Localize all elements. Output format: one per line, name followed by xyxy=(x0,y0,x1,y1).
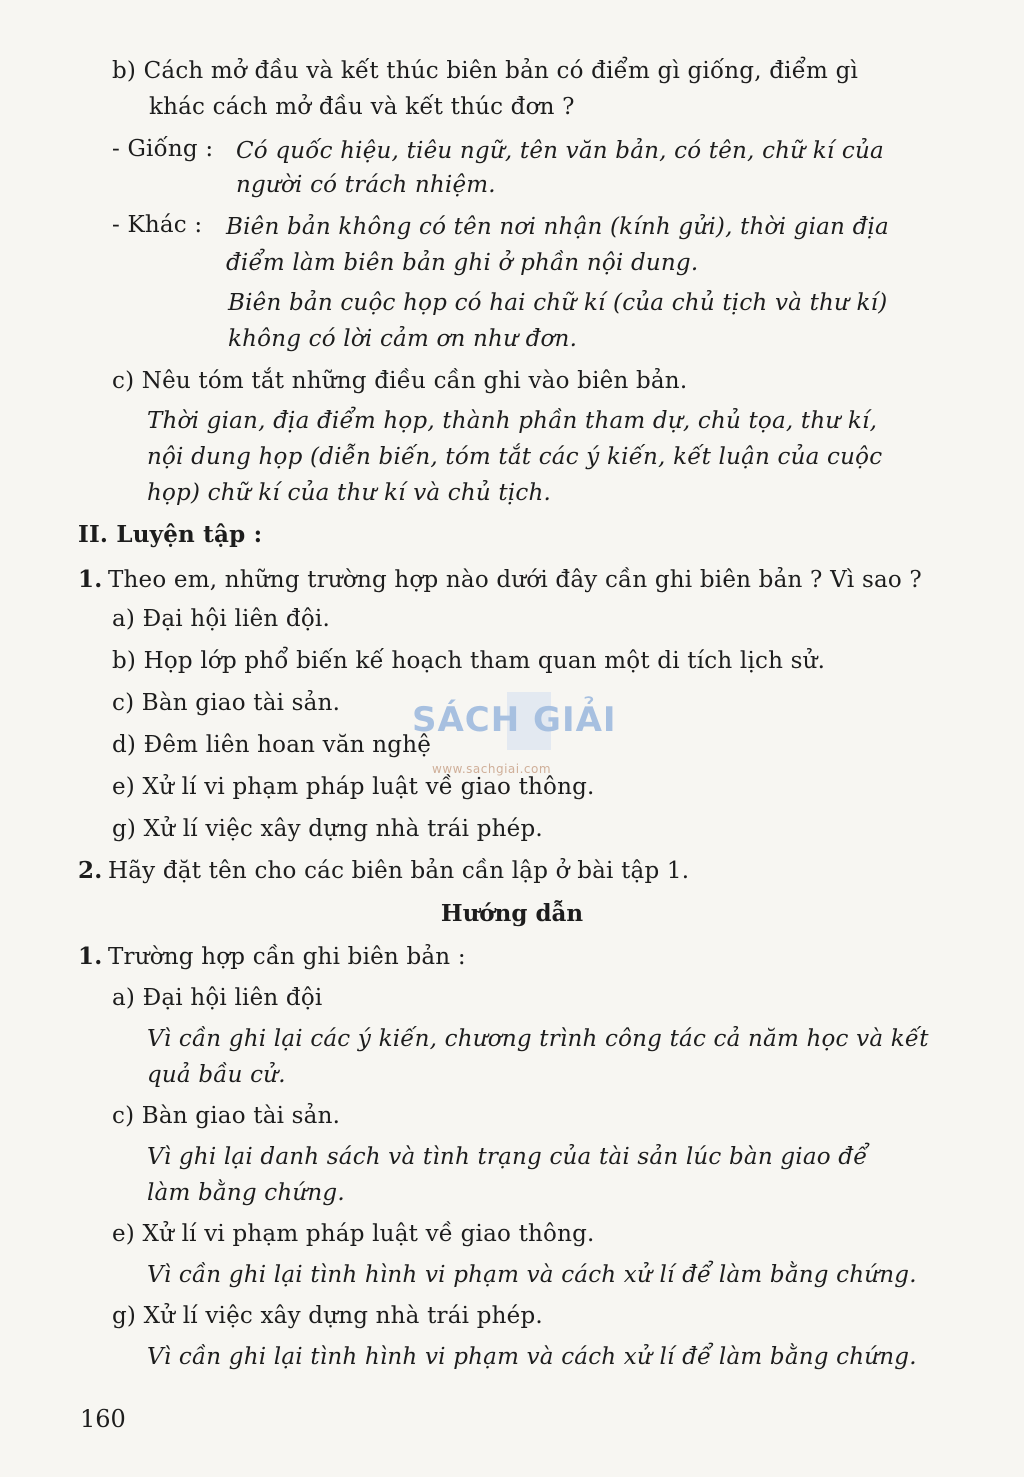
exercise-2-number: 2. xyxy=(78,857,103,884)
different-answer-line-2: điểm làm biên bản ghi ở phần nội dung. xyxy=(226,250,699,276)
guide-a-reason-line-2: quả bầu cử. xyxy=(147,1062,286,1088)
guide-heading: Hướng dẫn xyxy=(440,900,584,927)
exercise-1-option-e: e) Xử lí vi phạm pháp luật về giao thông. xyxy=(112,774,595,800)
watermark-url: www.sachgiai.com xyxy=(432,762,552,776)
similar-answer-line-1: Có quốc hiệu, tiêu ngữ, tên văn bản, có tên, chữ kí của xyxy=(236,138,884,164)
different-label: - Khác : xyxy=(112,212,203,238)
exercise-1-option-b: b) Họp lớp phổ biến kế hoạch tham quan một di tích lịch sử. xyxy=(112,648,826,674)
guide-option-c: c) Bàn giao tài sản. xyxy=(112,1103,341,1129)
answer-c-line-2: nội dung họp (diễn biến, tóm tắt các ý kiến, kết luận của cuộc xyxy=(147,444,883,470)
answer-c-line-3: họp) chữ kí của thư kí và chủ tịch. xyxy=(147,480,552,506)
guide-c-reason-line-1: Vì ghi lại danh sách và tình trạng của tài sản lúc bàn giao để xyxy=(147,1144,868,1170)
guide-option-g: g) Xử lí việc xây dựng nhà trái phép. xyxy=(112,1303,543,1329)
different-answer-line-3: Biên bản cuộc họp có hai chữ kí (của chủ tịch và thư kí) xyxy=(228,290,888,316)
guide-a-reason-line-1: Vì cần ghi lại các ý kiến, chương trình công tác cả năm học và kết xyxy=(147,1026,929,1052)
guide-option-e: e) Xử lí vi phạm pháp luật về giao thông. xyxy=(112,1221,595,1247)
guide-option-a: a) Đại hội liên đội xyxy=(112,985,323,1011)
section-heading-practice: II. Luyện tập : xyxy=(78,521,263,548)
exercise-1-option-c: c) Bàn giao tài sản. xyxy=(112,690,341,716)
exercise-1-option-g: g) Xử lí việc xây dựng nhà trái phép. xyxy=(112,816,543,842)
question-c: c) Nêu tóm tắt những điều cần ghi vào biên bản. xyxy=(112,368,688,394)
guide-1-number: 1. xyxy=(78,943,103,970)
watermark-brand: SÁCH GIẢI xyxy=(412,700,617,740)
similar-answer-line-2: người có trách nhiệm. xyxy=(236,172,496,198)
guide-1-text: Trường hợp cần ghi biên bản : xyxy=(108,944,466,970)
guide-g-reason: Vì cần ghi lại tình hình vi phạm và cách xử lí để làm bằng chứng. xyxy=(147,1344,917,1370)
different-answer-line-1: Biên bản không có tên nơi nhận (kính gửi), thời gian địa xyxy=(226,214,889,240)
guide-c-reason-line-2: làm bằng chứng. xyxy=(147,1180,345,1206)
similar-label: - Giống : xyxy=(112,136,214,162)
guide-e-reason: Vì cần ghi lại tình hình vi phạm và cách xử lí để làm bằng chứng. xyxy=(147,1262,917,1288)
exercise-1-option-d: d) Đêm liên hoan văn nghệ xyxy=(112,732,432,758)
exercise-2-question: Hãy đặt tên cho các biên bản cần lập ở bài tập 1. xyxy=(108,858,690,884)
different-answer-line-4: không có lời cảm ơn như đơn. xyxy=(228,326,578,352)
question-b-line-1: b) Cách mở đầu và kết thúc biên bản có điểm gì giống, điểm gì xyxy=(112,58,859,84)
question-b-line-2: khác cách mở đầu và kết thúc đơn ? xyxy=(149,94,575,120)
answer-c-line-1: Thời gian, địa điểm họp, thành phần tham dự, chủ tọa, thư kí, xyxy=(147,408,878,434)
watermark-logo xyxy=(412,690,632,780)
exercise-1-question: Theo em, những trường hợp nào dưới đây cần ghi biên bản ? Vì sao ? xyxy=(108,567,922,593)
exercise-1-number: 1. xyxy=(78,566,103,593)
page-number: 160 xyxy=(80,1405,126,1433)
exercise-1-option-a: a) Đại hội liên đội. xyxy=(112,606,330,632)
